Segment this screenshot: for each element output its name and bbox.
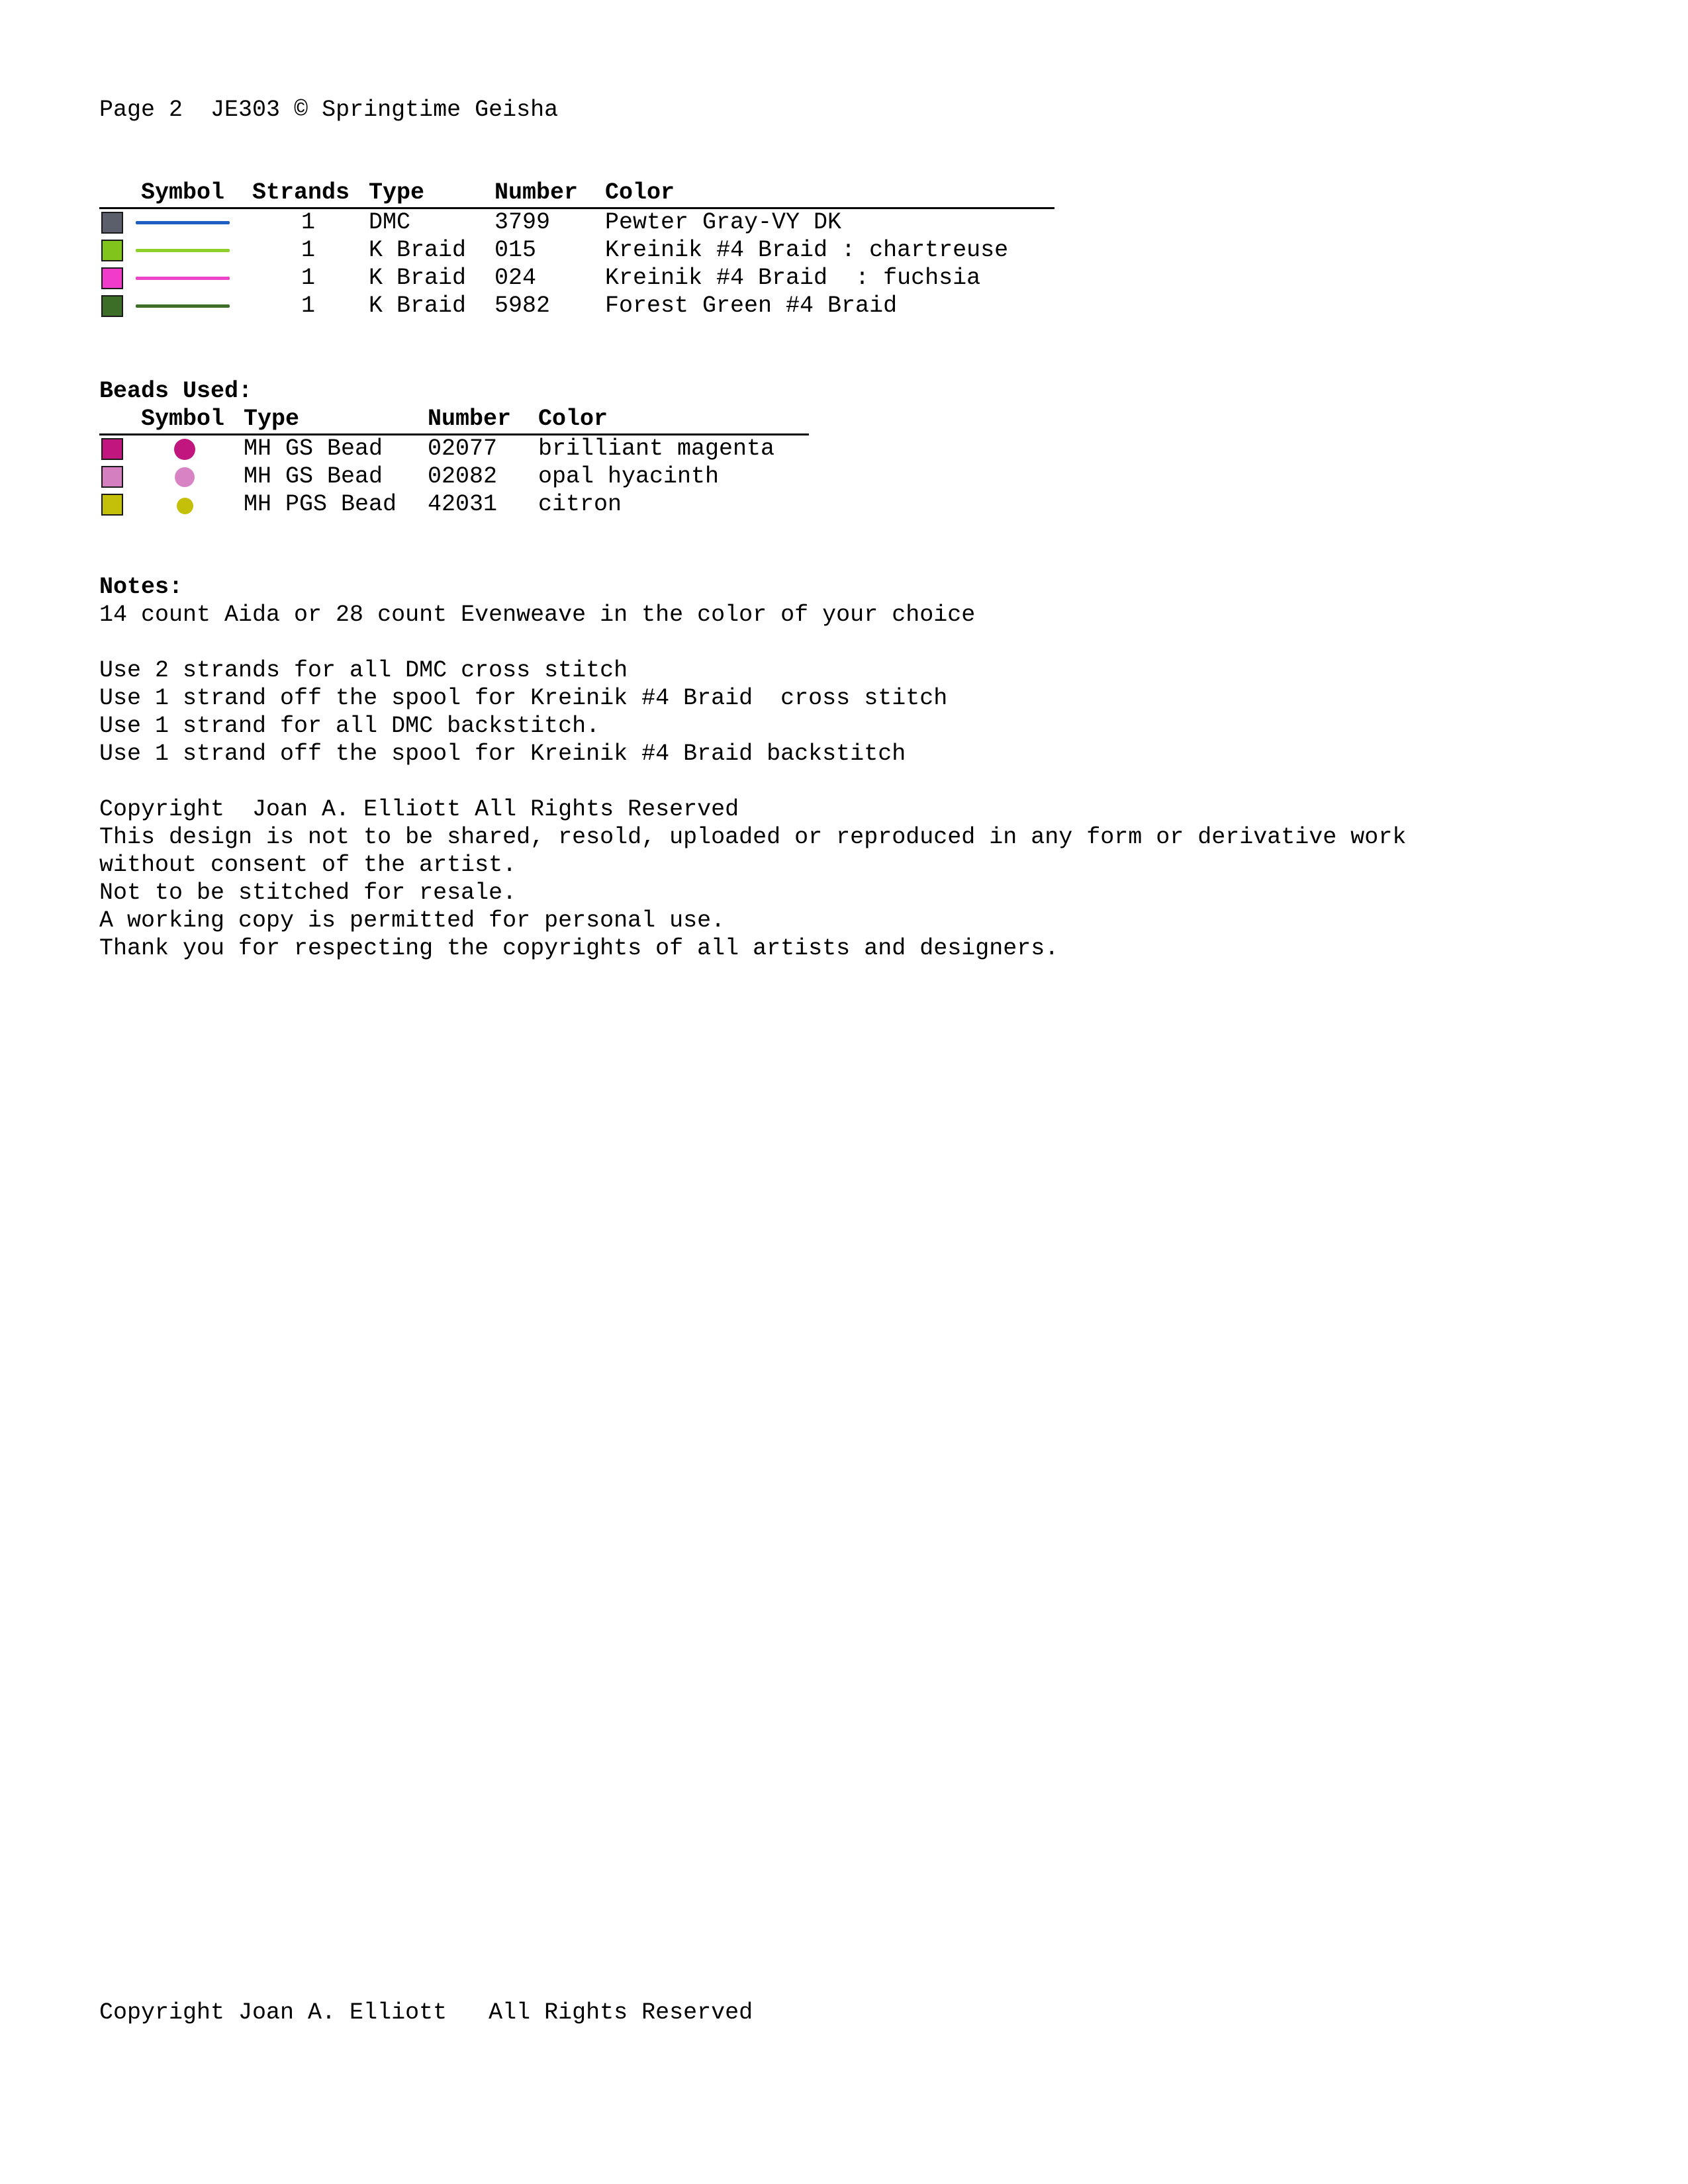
notes-line: Use 1 strand off the spool for Kreinik #4 Braid backstitch: [99, 741, 906, 767]
thread-swatch: [101, 212, 123, 234]
thread-header-type: Type: [369, 179, 425, 206]
bead-type: MH GS Bead: [244, 463, 383, 490]
notes-line: Use 1 strand for all DMC backstitch.: [99, 713, 600, 739]
backstitch-line-symbol: [136, 249, 230, 252]
thread-strands: 1: [301, 209, 316, 236]
thread-header-number: Number: [494, 179, 579, 206]
design-code: JE303: [211, 97, 281, 123]
notes-line: without consent of the artist.: [99, 852, 517, 878]
thread-header-strands: Strands: [252, 179, 350, 206]
beads-header-type: Type: [244, 406, 300, 432]
thread-type: K Braid: [369, 237, 467, 263]
thread-number: 015: [494, 237, 537, 263]
backstitch-line-symbol: [136, 221, 230, 224]
bead-number: 42031: [428, 491, 498, 518]
backstitch-line-symbol: [136, 304, 230, 308]
thread-number: 024: [494, 265, 537, 291]
bead-type: MH GS Bead: [244, 435, 383, 462]
thread-strands: 1: [301, 237, 316, 263]
page-footer: Copyright Joan A. Elliott All Rights Reserved: [99, 1999, 753, 2026]
bead-type: MH PGS Bead: [244, 491, 397, 518]
beads-header-symbol: Symbol: [141, 406, 225, 432]
bead-dot-symbol: [177, 498, 193, 514]
notes-title: Notes:: [99, 574, 183, 600]
thread-swatch: [101, 295, 123, 317]
notes-line: Thank you for respecting the copyrights of all artists and designers.: [99, 935, 1059, 962]
notes-line: A working copy is permitted for personal use.: [99, 907, 726, 934]
bead-dot-symbol: [174, 439, 195, 460]
bead-dot-symbol: [175, 467, 195, 487]
bead-swatch: [101, 494, 123, 516]
notes-line: 14 count Aida or 28 count Evenweave in the color of your choice: [99, 602, 976, 628]
thread-strands: 1: [301, 293, 316, 319]
thread-header-color: Color: [605, 179, 675, 206]
page-number: Page 2: [99, 97, 183, 123]
thread-color-name: Forest Green #4 Braid: [605, 293, 898, 319]
bead-number: 02082: [428, 463, 498, 490]
beads-title: Beads Used:: [99, 378, 253, 404]
beads-header-color: Color: [538, 406, 608, 432]
beads-header-number: Number: [428, 406, 512, 432]
copyright-symbol: ©: [294, 97, 308, 123]
bead-number: 02077: [428, 435, 498, 462]
design-title: Springtime Geisha: [322, 97, 559, 123]
thread-header-rule: [99, 207, 1055, 209]
notes-line: Use 2 strands for all DMC cross stitch: [99, 657, 628, 684]
bead-swatch: [101, 438, 123, 460]
thread-swatch: [101, 267, 123, 289]
thread-color-name: Kreinik #4 Braid : chartreuse: [605, 237, 1009, 263]
notes-line: Copyright Joan A. Elliott All Rights Reserved: [99, 796, 739, 823]
thread-color-name: Pewter Gray-VY DK: [605, 209, 842, 236]
thread-type: DMC: [369, 209, 411, 236]
page-header: [99, 96, 558, 124]
thread-strands: 1: [301, 265, 316, 291]
thread-type: K Braid: [369, 293, 467, 319]
thread-number: 3799: [494, 209, 551, 236]
thread-color-name: Kreinik #4 Braid : fuchsia: [605, 265, 981, 291]
bead-color-name: citron: [538, 491, 622, 518]
notes-line: This design is not to be shared, resold, uploaded or reproduced in any form or derivative work: [99, 824, 1407, 850]
notes-line: Not to be stitched for resale.: [99, 880, 517, 906]
backstitch-line-symbol: [136, 277, 230, 280]
notes-line: Use 1 strand off the spool for Kreinik #4 Braid cross stitch: [99, 685, 948, 711]
thread-swatch: [101, 240, 123, 261]
thread-number: 5982: [494, 293, 551, 319]
thread-header-symbol: Symbol: [141, 179, 225, 206]
bead-color-name: opal hyacinth: [538, 463, 720, 490]
bead-color-name: brilliant magenta: [538, 435, 775, 462]
thread-type: K Braid: [369, 265, 467, 291]
bead-swatch: [101, 466, 123, 488]
